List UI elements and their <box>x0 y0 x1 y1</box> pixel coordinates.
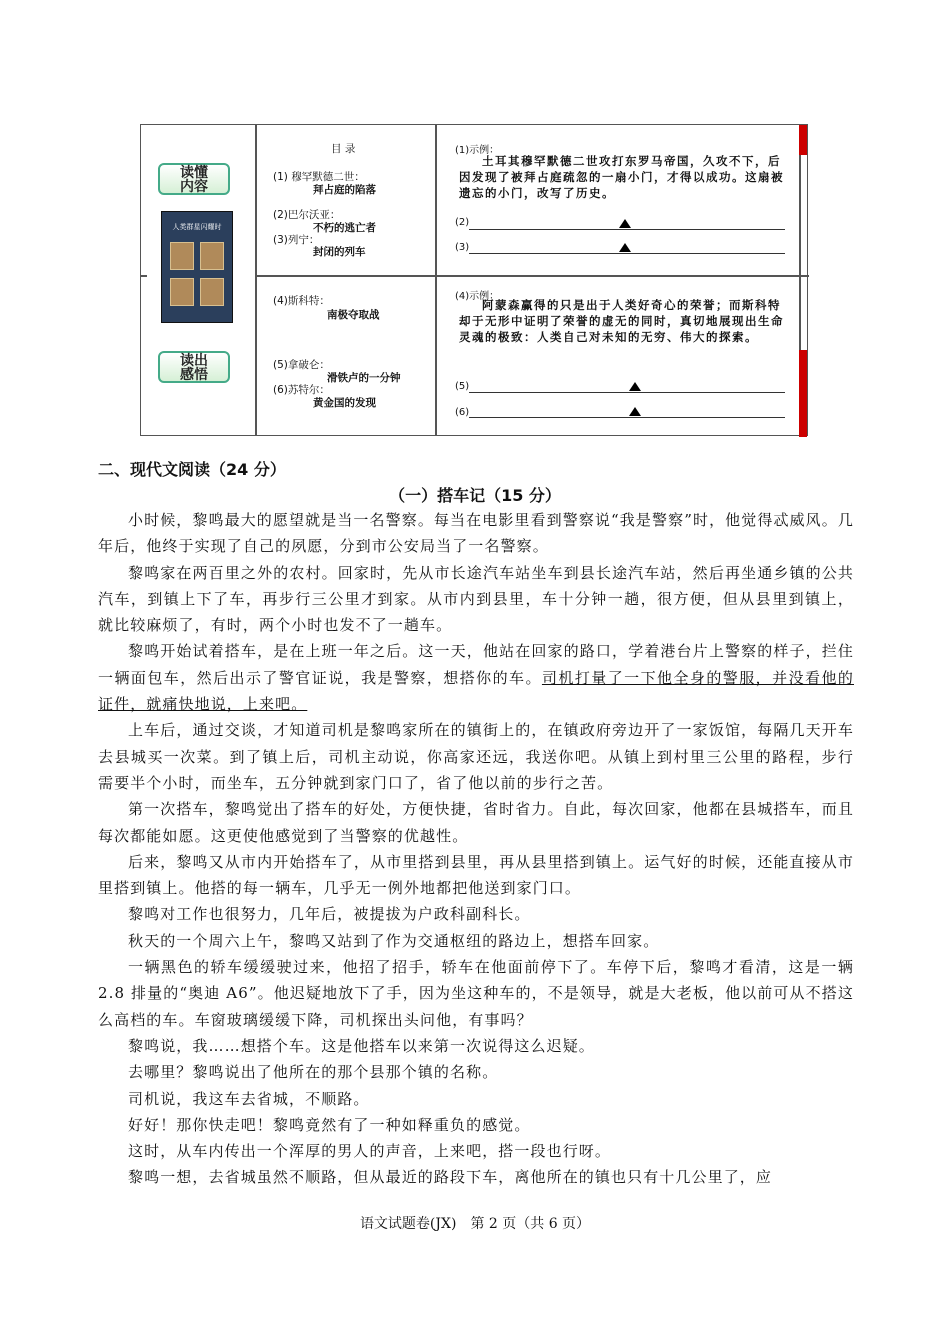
paragraph: 黎鸣对工作也很努力，几年后，被提拔为户政科副科长。 <box>128 905 531 924</box>
toc-item-title: 拜占庭的陷落 <box>313 184 376 196</box>
pill-read-content: 读懂 内容 <box>158 163 230 195</box>
answer-line <box>469 392 785 393</box>
article-body <box>98 507 854 1191</box>
paragraph: 黎鸣家在两百里之外的农村。回家时，先从市长途汽车站坐车到县长途汽车站，然后再坐通乡镇的公共汽车，到镇上下了车，再步行三公里才到家。从市内到县里，车十分钟一趟，很方便，但从县里到镇上，就比较麻烦了，有时，两个小时也发不了一趟车。 <box>98 563 854 635</box>
triangle-icon <box>619 243 631 252</box>
portrait <box>200 278 224 306</box>
example-label: (4)示例： <box>455 291 500 302</box>
toc-item-title: 不朽的逃亡者 <box>313 222 376 234</box>
paragraph: 司机说，我这车去省城，不顺路。 <box>128 1089 370 1108</box>
paragraph: 黎鸣一想，去省城虽然不顺路，但从最近的路段下车，离他所在的镇也只有十几公里了，应 <box>128 1168 773 1187</box>
red-bar-top <box>799 125 807 155</box>
toc-item-title: 黄金国的发现 <box>313 397 376 409</box>
toc-item: (4)斯科特： <box>273 295 330 307</box>
blank-label: (5) <box>455 381 470 392</box>
answer-line <box>469 229 785 230</box>
triangle-icon <box>619 219 631 228</box>
page-footer: 语文试题卷(JX) 第 2 页（共 6 页） <box>359 1216 591 1232</box>
toc-item: (2)巴尔沃亚： <box>273 209 341 221</box>
paragraph: 一辆黑色的轿车缓缓驶过来，他招了招手，轿车在他面前停下了。车停下后，黎鸣才看清，这是一辆 2.8 排量的“奥迪 A6”。他迟疑地放下了手，因为坐这种车的，不是领导，就是大老板，他以前可从不搭这么高档的车。车窗玻璃缓缓下降，司机探出头问他，有事吗？ <box>98 958 854 1029</box>
toc-item-title: 滑铁卢的一分钟 <box>327 372 401 384</box>
paragraph: 去哪里？黎鸣说出了他所在的那个县那个镇的名称。 <box>128 1063 499 1082</box>
paragraph: 第一次搭车，黎鸣觉出了搭车的好处，方便快捷，省时省力。自此，每次回家，他都在县城搭车，而且每次都能如愿。这更使他感觉到了当警察的优越性。 <box>98 800 854 845</box>
portrait <box>170 278 194 306</box>
example-label: (1)示例： <box>455 145 500 156</box>
toc-item-title: 封闭的列车 <box>313 246 366 258</box>
toc-item: (3)列宁： <box>273 234 320 246</box>
paragraph: 小时候，黎鸣最大的愿望就是当一名警察。每当在电影里看到警察说“我是警察”时，他觉得忒威风。几年后，他终于实现了自己的夙愿，分到市公安局当了一名警察。 <box>98 511 854 556</box>
reading-figure <box>140 124 808 436</box>
example-text: 土耳其穆罕默德二世攻打东罗马帝国，久攻不下，后因发现了被拜占庭疏忽的一扇小门，才得以成功。这扇被遗忘的小门，改写了历史。 <box>459 154 784 200</box>
toc-item: (1) 穆罕默德二世： <box>273 171 365 183</box>
toc-item-title: 南极夺取战 <box>327 309 380 321</box>
example-text: 阿蒙森赢得的只是出于人类好奇心的荣誉；而斯科特却于无形中证明了荣誉的虚无的同时，真切地展现出生命灵魂的极致：人类自己对未知的无穷、伟大的探索。 <box>459 298 784 344</box>
book-cover <box>161 211 233 323</box>
paragraph: 这时，从车内传出一个浑厚的男人的声音，上来吧，搭一段也行呀。 <box>128 1142 612 1161</box>
portrait <box>200 242 224 270</box>
toc-title: 目 录 <box>331 143 356 155</box>
paragraph: 后来，黎鸣又从市内开始搭车了，从市里搭到县里，再从县里搭到镇上。运气好的时候，还能直接从市里搭到镇上。他搭的每一辆车，几乎无一例外地都把他送到家门口。 <box>98 852 854 898</box>
answer-line <box>469 417 785 418</box>
article-title: （一）搭车记（15 分） <box>389 486 561 505</box>
toc-item: (6)苏特尔： <box>273 384 330 396</box>
paragraph: 上车后，通过交谈，才知道司机是黎鸣家所在的镇街上的，在镇政府旁边开了一家饭馆，每隔几天开车去县城买一次菜。到了镇上后，司机主动说，你高家还远，我送你吧。从镇上到村里三公里的路程，步行需要半个小时，而坐车，五分钟就到家门口了，省了他以前的步行之苦。 <box>98 721 854 792</box>
toc-item: (5)拿破仑： <box>273 359 330 371</box>
paragraph: 黎鸣说，我……想搭个车。这是他搭车以来第一次说得这么迟疑。 <box>128 1036 595 1055</box>
paragraph: 秋天的一个周六上午，黎鸣又站到了作为交通枢纽的路边上，想搭车回家。 <box>128 931 660 950</box>
red-bar-bottom <box>799 350 807 437</box>
answer-line <box>469 253 785 254</box>
portrait <box>170 242 194 270</box>
section-title: 二、现代文阅读（24 分） <box>98 460 286 479</box>
underlined-sentence: 司机打量了一下他全身的警服，并没看他的证件，就痛快地说，上来吧。 <box>98 668 854 714</box>
blank-label: (6) <box>455 407 470 418</box>
book-title: 人类群星闪耀时 <box>172 223 222 231</box>
paragraph: 黎鸣开始试着搭车，是在上班一年之后。这一天，他站在回家的路口，学着港台片上警察的样子，拦住一辆面包车，然后出示了警官证说，我是警察，想搭你的车。司机打量了一下他全身的警服，并没看他的证件，就痛快地说，上来吧。 <box>98 642 854 714</box>
pill-read-insight: 读出 感悟 <box>158 351 230 383</box>
triangle-icon <box>629 382 641 391</box>
blank-label: (2) <box>455 217 470 228</box>
triangle-icon <box>629 407 641 416</box>
paragraph: 好好！那你快走吧！黎鸣竟然有了一种如释重负的感觉。 <box>128 1115 531 1134</box>
blank-label: (3) <box>455 242 470 253</box>
